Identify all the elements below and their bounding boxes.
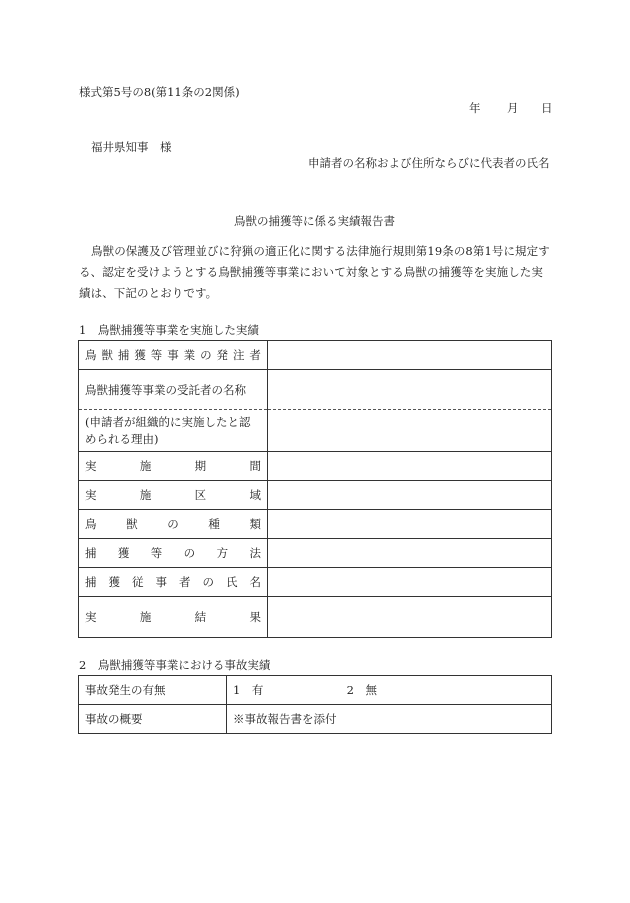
implementation-table: [78, 340, 552, 638]
table-row: [79, 676, 552, 705]
table-row: [79, 410, 552, 452]
row-label-method: 捕 獲 等 の 方 法: [79, 539, 268, 568]
row-value-orderer[interactable]: [268, 341, 552, 370]
applicant-line: 申請者の名称および住所ならびに代表者の氏名: [308, 156, 550, 170]
row-label-result: 実 施 結 果: [79, 597, 268, 638]
row-label-workers: 捕 獲 従 事 者 の 氏 名: [79, 568, 268, 597]
row-value-period[interactable]: [268, 452, 552, 481]
option-no[interactable]: 2 無: [346, 683, 377, 697]
date-day: 日: [541, 101, 553, 115]
row-value-species[interactable]: [268, 510, 552, 539]
table-row: [79, 341, 552, 370]
table-row: [79, 481, 552, 510]
row-value-reason[interactable]: [268, 410, 552, 452]
document-title: 鳥獣の捕獲等に係る実績報告書: [234, 214, 395, 228]
row-value-result[interactable]: [268, 597, 552, 638]
addressee: 福井県知事 様: [91, 140, 172, 154]
row-value-method[interactable]: [268, 539, 552, 568]
row-label-orderer: 鳥 獣 捕 獲 等 事 業 の 発 注 者: [79, 341, 268, 370]
table-row: [79, 539, 552, 568]
table-row: [79, 510, 552, 539]
section2-heading: 2 鳥獣捕獲等事業における事故実績: [79, 658, 271, 672]
row-label-period: 実 施 期 間: [79, 452, 268, 481]
section1-heading: 1 鳥獣捕獲等事業を実施した実績: [79, 323, 259, 337]
table-row: [79, 452, 552, 481]
option-yes[interactable]: 1 有: [233, 683, 264, 697]
date-year: 年: [469, 101, 481, 115]
row-label-reason: (申請者が組織的に実施したと認められる理由): [79, 410, 268, 452]
table-row: [79, 370, 552, 410]
row-value-contractor[interactable]: [268, 370, 552, 410]
table-row: [79, 597, 552, 638]
row-label-accident-occurrence: 事故発生の有無: [79, 676, 227, 705]
table-row: [79, 568, 552, 597]
row-label-area: 実 施 区 域: [79, 481, 268, 510]
accident-table: [78, 675, 552, 734]
date-month: 月: [507, 101, 519, 115]
row-value-workers[interactable]: [268, 568, 552, 597]
row-value-accident-summary: ※事故報告書を添付: [227, 705, 552, 734]
table-row: [79, 705, 552, 734]
row-label-accident-summary: 事故の概要: [79, 705, 227, 734]
row-value-accident-occurrence: [227, 676, 552, 705]
body-paragraph: 鳥獣の保護及び管理並びに狩猟の適正化に関する法律施行規則第19条の8第1号に規定する、認定を受けようとする鳥獣捕獲等事業において対象とする鳥獣の捕獲等を実施した実績は、下記のとおりです。: [79, 244, 550, 300]
row-value-area[interactable]: [268, 481, 552, 510]
form-number: 様式第5号の8(第11条の2関係): [79, 85, 240, 99]
row-label-species: 鳥 獣 の 種 類: [79, 510, 268, 539]
row-label-contractor: 鳥獣捕獲等事業の受託者の名称: [79, 370, 268, 410]
